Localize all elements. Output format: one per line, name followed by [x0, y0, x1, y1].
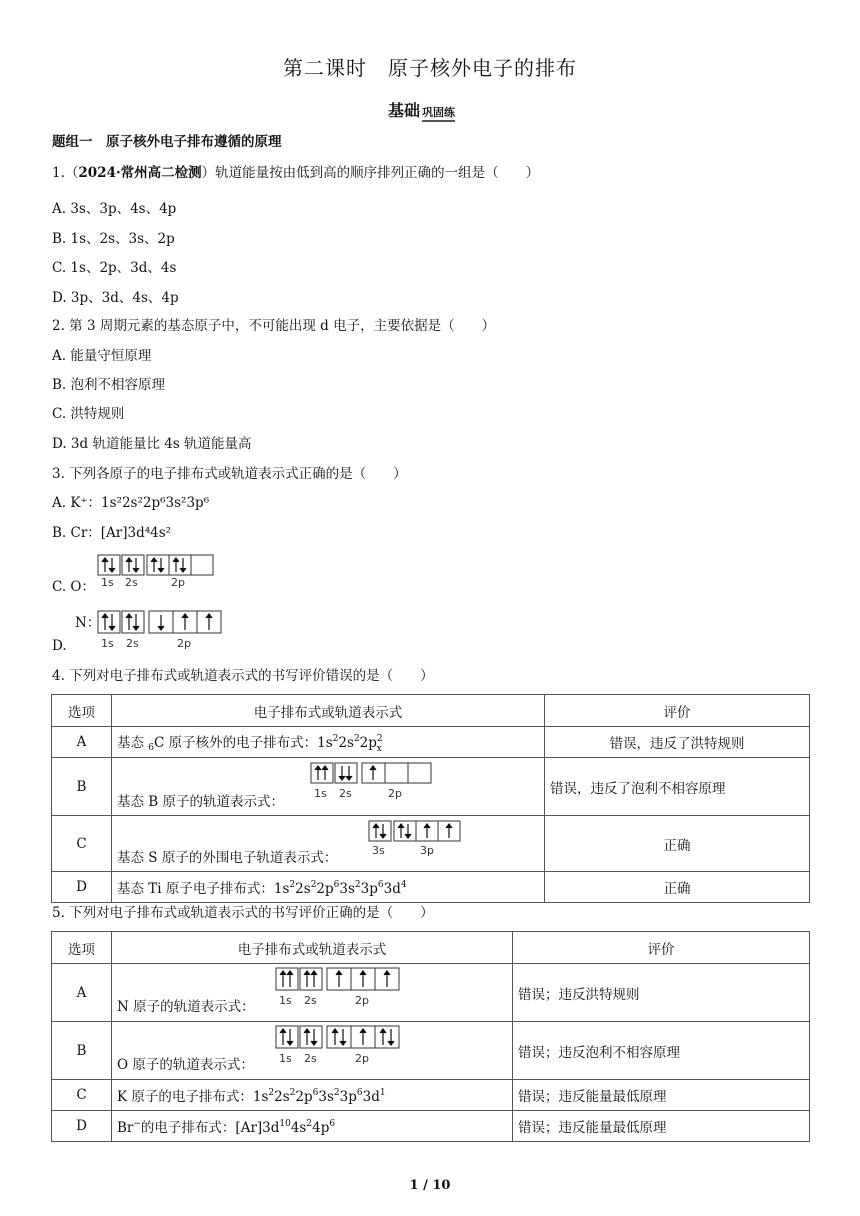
row-option: D	[52, 872, 112, 903]
row-content: 基态 Ti 原子电子排布式：$1s^22s^22p^63s^23p^63d^4$	[112, 872, 545, 903]
orb-label-2s: 2s	[339, 787, 352, 800]
orb-label-2p: 2p	[171, 576, 185, 588]
row-content	[112, 1022, 513, 1080]
q3-option-d-element: N：	[75, 615, 101, 631]
s-orbital-diagram	[368, 820, 468, 858]
table-row	[52, 1080, 810, 1111]
o-orbital-diagram	[275, 1025, 405, 1065]
q2-option-b: B. 泡利不相容原理	[52, 377, 166, 393]
q4-stem: 4. 下列对电子排布式或轨道表示式的书写评价错误的是（ ）	[52, 668, 434, 684]
orb-label-2p: 2p	[177, 637, 191, 650]
table-row	[52, 1111, 810, 1142]
orb-label-2s: 2s	[125, 576, 138, 588]
n-orbital-diagram	[275, 967, 405, 1007]
header-option: 选项	[52, 932, 112, 964]
orb-label-2s: 2s	[126, 637, 139, 650]
q4-table	[51, 694, 810, 903]
table-row	[52, 816, 810, 872]
row-option: A	[52, 964, 112, 1022]
q5-stem: 5. 下列对电子排布式或轨道表示式的书写评价正确的是（ ）	[52, 905, 434, 921]
table-header-row	[52, 932, 810, 964]
q1-option-a: A. 3s、3p、4s、4p	[52, 201, 177, 217]
q1-option-c: C. 1s、2p、3d、4s	[52, 260, 177, 276]
section-badge	[388, 98, 455, 121]
q3-option-c-orbital-diagram	[97, 554, 217, 588]
row-content-text: 基态 S 原子的外围电子轨道表示式：	[117, 849, 338, 866]
q1-stem-post: ）轨道能量按由低到高的顺序排列正确的一组是（ ）	[201, 165, 540, 181]
q1-source: 2024·常州高二检测	[78, 165, 202, 181]
q1-stem-pre: 1.（	[52, 165, 79, 181]
row-eval: 错误，违反了洪特规则	[545, 727, 810, 758]
row-eval: 错误，违反了泡利不相容原理	[545, 758, 810, 816]
header-option: 选项	[52, 695, 112, 727]
row-content-text: 基态 B 原子的轨道表示式：	[117, 793, 285, 810]
orb-label-1s: 1s	[279, 994, 292, 1007]
q2-option-d: D. 3d 轨道能量比 4s 轨道能量高	[52, 436, 252, 452]
table-row	[52, 758, 810, 816]
row-content-text: O 原子的轨道表示式：	[117, 1056, 254, 1073]
group-heading: 题组一 原子核外电子排布遵循的原理	[52, 134, 282, 150]
orb-label-2s: 2s	[304, 1052, 317, 1065]
row-eval: 错误；违反能量最低原理	[513, 1080, 810, 1111]
orb-label-3p: 3p	[420, 844, 434, 857]
table-row	[52, 1022, 810, 1080]
row-content	[112, 964, 513, 1022]
row-option: B	[52, 758, 112, 816]
table-row	[52, 872, 810, 903]
row-eval: 正确	[545, 816, 810, 872]
q3-option-a: A. K⁺：1s²2s²2p⁶3s²3p⁶	[52, 495, 210, 511]
header-eval: 评价	[513, 932, 810, 964]
q1-stem	[52, 164, 539, 182]
page-title: 第二课时 原子核外电子的排布	[283, 56, 577, 80]
row-option: C	[52, 1080, 112, 1111]
row-option: A	[52, 727, 112, 758]
row-content: 基态 $_6$C 原子核外的电子排布式：$1s^22s^22p^2_x$	[112, 727, 545, 758]
header-content: 电子排布式或轨道表示式	[112, 695, 545, 727]
row-option: D	[52, 1111, 112, 1142]
row-eval: 正确	[545, 872, 810, 903]
table-row	[52, 964, 810, 1022]
row-eval: 错误；违反泡利不相容原理	[513, 1022, 810, 1080]
q3-option-d-label: D.	[52, 638, 67, 654]
orb-label-2p: 2p	[388, 787, 402, 800]
orb-label-2p: 2p	[355, 1052, 369, 1065]
q3-option-b: B. Cr：[Ar]3d⁴4s²	[52, 525, 172, 541]
badge-sub: 巩固练	[422, 106, 455, 122]
header-eval: 评价	[545, 695, 810, 727]
row-eval: 错误；违反洪特规则	[513, 964, 810, 1022]
orb-label-3s: 3s	[372, 844, 385, 857]
b-orbital-diagram	[310, 762, 434, 802]
orb-label-1s: 1s	[101, 637, 114, 650]
q3-stem: 3. 下列各原子的电子排布式或轨道表示式正确的是（ ）	[52, 466, 407, 482]
q5-table	[51, 931, 810, 1142]
page-number: 1 / 10	[409, 1178, 451, 1193]
row-option: B	[52, 1022, 112, 1080]
row-option: C	[52, 816, 112, 872]
orb-label-2s: 2s	[304, 994, 317, 1007]
q3-option-c-label: C. O：	[52, 579, 95, 595]
q1-option-d: D. 3p、3d、4s、4p	[52, 290, 179, 306]
badge-main: 基础	[388, 101, 421, 120]
table-header-row	[52, 695, 810, 727]
row-content	[112, 758, 545, 816]
orb-label-2p: 2p	[355, 994, 369, 1007]
row-content: Br−的电子排布式：$[Ar]3d^{10}4s^24p^6$	[112, 1111, 513, 1142]
q2-stem: 2. 第 3 周期元素的基态原子中，不可能出现 d 电子，主要依据是（ ）	[52, 318, 496, 334]
q3-option-d-orbital-diagram	[97, 610, 227, 650]
row-content-text: N 原子的轨道表示式：	[117, 998, 255, 1015]
q2-option-c: C. 洪特规则	[52, 406, 125, 422]
row-content: K 原子的电子排布式：$1s^22s^22p^63s^23p^63d^1$	[112, 1080, 513, 1111]
table-row	[52, 727, 810, 758]
q2-option-a: A. 能量守恒原理	[52, 348, 152, 364]
orb-label-1s: 1s	[101, 576, 114, 588]
q1-option-b: B. 1s、2s、3s、2p	[52, 231, 175, 247]
row-content	[112, 816, 545, 872]
orb-label-1s: 1s	[314, 787, 327, 800]
row-eval: 错误；违反能量最低原理	[513, 1111, 810, 1142]
orb-label-1s: 1s	[279, 1052, 292, 1065]
header-content: 电子排布式或轨道表示式	[112, 932, 513, 964]
